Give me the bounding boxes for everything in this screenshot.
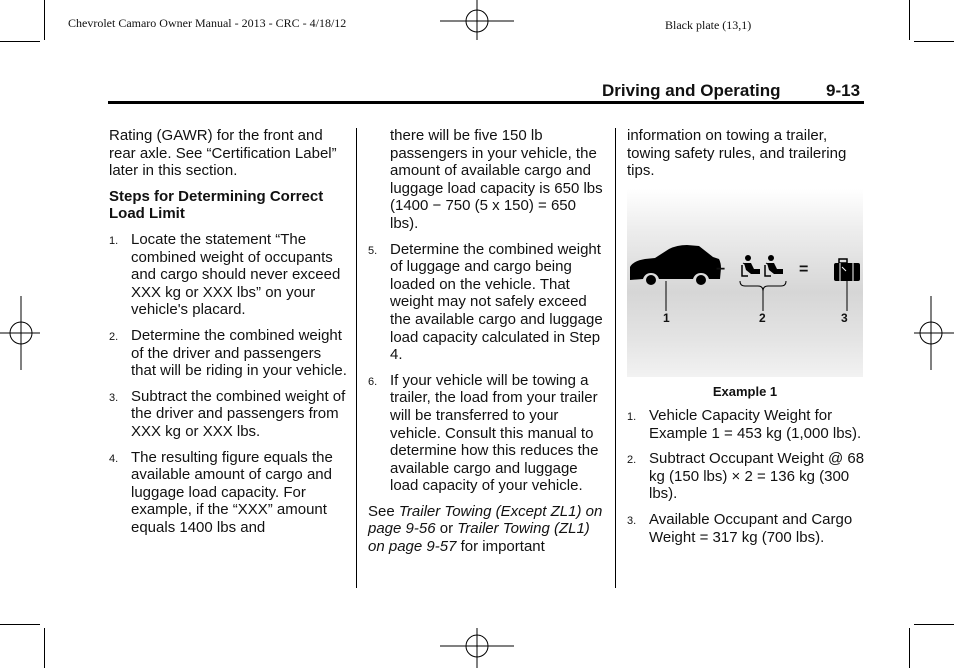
crop-mark	[909, 0, 910, 40]
callout-2: 2	[759, 311, 766, 325]
column-3	[627, 127, 867, 188]
continued-paragraph: information on towing a trailer, towing safety rules, and trailering tips.	[627, 127, 847, 180]
registration-mark-icon	[440, 626, 514, 668]
see-also-paragraph: See Trailer Towing (Except ZL1) on page 9-56 or Trailer Towing (ZL1) on page 9-57 for important	[368, 502, 603, 556]
steps-heading: Steps for Determining Correct Load Limit	[109, 187, 324, 223]
minus-operator: −	[716, 261, 726, 278]
plate-label: Black plate (13,1)	[665, 18, 752, 32]
column-2	[368, 127, 608, 564]
cross-reference-link[interactable]: Trailer Towing (Except ZL1) on page 9-56	[368, 502, 603, 538]
list-item: 1. Locate the statement “The combined weight of occupants and cargo should never exceed XXX kg or XXX lbs” on your vehicle's placard.	[109, 230, 341, 319]
crop-mark	[44, 0, 45, 40]
list-item: 6. If your vehicle will be towing a trailer, the load from your trailer will be transferred to your vehicle. Consult this manual to determine how this reduces the available cargo and luggage load capacity of your vehicle.	[368, 371, 599, 495]
crop-mark	[909, 628, 910, 668]
list-item: 3. Available Occupant and Cargo Weight = 317 kg (700 lbs).	[627, 510, 853, 546]
luggage-icon	[834, 259, 860, 281]
cross-reference-link[interactable]: Trailer Towing (ZL1) on page 9-57	[368, 520, 590, 556]
crop-mark	[914, 41, 954, 42]
section-title: Driving and Operating	[602, 81, 781, 100]
load-example-figure	[627, 189, 863, 377]
callout-3: 3	[841, 311, 848, 325]
crop-mark	[0, 624, 40, 625]
figure-caption: Example 1	[712, 384, 778, 399]
equals-operator: =	[799, 261, 809, 278]
continued-paragraph: there will be five 150 lb passengers in your vehicle, the amount of available cargo and luggage load capacity is 650 lbs (1400 − 750 (5 x 150) = 650 lbs).	[390, 127, 603, 232]
header-rule	[108, 101, 864, 104]
seated-occupants-icon	[740, 255, 786, 291]
manual-id: Chevrolet Camaro Owner Manual - 2013 - CRC - 4/18/12	[68, 16, 347, 30]
registration-mark-icon	[910, 296, 954, 370]
column-1	[109, 127, 349, 544]
list-item: 1. Vehicle Capacity Weight for Example 1 = 453 kg (1,000 lbs).	[627, 407, 862, 442]
intro-paragraph: Rating (GAWR) for the front and rear axle. See “Certification Label” later in this section.	[109, 127, 337, 180]
list-item: 2. Subtract Occupant Weight @ 68 kg (150 lbs) × 2 = 136 kg (300 lbs).	[627, 450, 865, 503]
column-divider	[356, 128, 357, 588]
crop-mark	[0, 41, 40, 42]
registration-mark-icon	[440, 0, 514, 44]
list-item: 5. Determine the combined weight of luggage and cargo being loaded on the vehicle. That weight may not safely exceed the available cargo and luggage load capacity calculated in Step 4.	[368, 240, 603, 364]
crop-mark	[914, 624, 954, 625]
list-item: 3. Subtract the combined weight of the driver and passengers from XXX kg or XXX lbs.	[109, 387, 346, 440]
list-item: 4. The resulting figure equals the available amount of cargo and luggage load capacity. For example, if the “XXX” amount equals 1400 lbs and	[109, 448, 333, 536]
column-divider	[615, 128, 616, 588]
list-item: 2. Determine the combined weight of the driver and passengers that will be riding in your vehicle.	[109, 326, 347, 380]
registration-mark-icon	[0, 296, 44, 370]
column-3-steps	[627, 407, 867, 554]
car-silhouette-icon	[630, 245, 721, 285]
crop-mark	[44, 628, 45, 668]
callout-1: 1	[663, 311, 670, 325]
page-number: 9-13	[826, 81, 861, 100]
